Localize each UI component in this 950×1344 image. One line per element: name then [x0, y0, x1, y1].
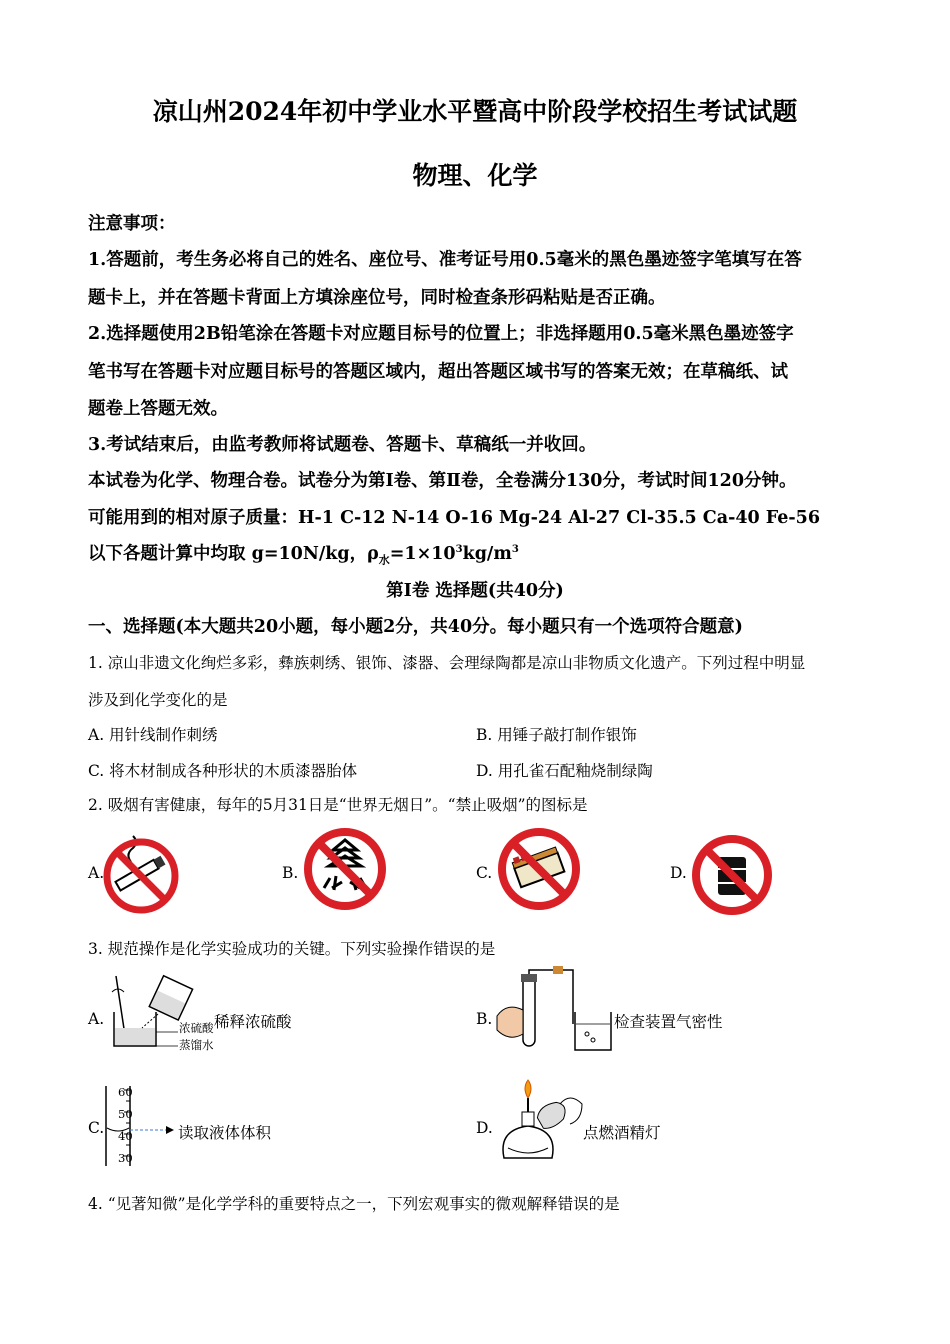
notes-line: 题卡上，并在答题卡背面上方填涂座位号，同时检查条形码粘贴是否正确。 — [88, 288, 666, 308]
q3-option-d-label: D. — [476, 1119, 493, 1137]
q3-option-a-text: 稀释浓硫酸 — [214, 1013, 292, 1031]
q3-option-b-label: B. — [476, 1010, 493, 1028]
q3-stem: 3. 规范操作是化学实验成功的关键。下列实验操作错误的是 — [88, 940, 496, 958]
q3-option-c-text: 读取液体体积 — [178, 1124, 272, 1142]
notes-line: 1.答题前，考生务必将自己的姓名、座位号、准考证号用0.5毫米的黑色墨迹签字笔填写在答 — [88, 250, 802, 270]
notes-line: 3.考试结束后，由监考教师将试题卷、答题卡、草稿纸一并收回。 — [88, 435, 597, 455]
q1-option-c: C. 将木材制成各种形状的木质漆器胎体 — [88, 762, 358, 780]
constants-unit: kg/m — [462, 544, 512, 564]
notes-line: 笔书写在答题卡对应题目标号的答题区域内，超出答题区域书写的答案无效；在草稿纸、试 — [88, 362, 788, 382]
notes-line: 2.选择题使用2B铅笔涂在答题卡对应题目标号的位置上；非选择题用0.5毫米黑色墨迹签字 — [88, 324, 794, 344]
tick-50: 50 — [118, 1107, 133, 1121]
exponent: 3 — [455, 544, 463, 556]
q3-option-c-label: C. — [88, 1119, 105, 1137]
part-title: 第I卷 选择题(共40分) — [386, 581, 564, 601]
q1-option-a: A. 用针线制作刺绣 — [88, 726, 218, 744]
q2-stem: 2. 吸烟有害健康，每年的5月31日是“世界无烟日”。“禁止吸烟”的图标是 — [88, 796, 588, 814]
constants-mid: =1×10 — [389, 544, 456, 564]
q4-stem: 4. “见著知微”是化学学科的重要特点之一，下列宏观事实的微观解释错误的是 — [88, 1195, 620, 1213]
graduated-cylinder-diagram — [104, 1084, 178, 1168]
notes-line: 题卷上答题无效。 — [88, 399, 228, 419]
exam-info-line: 本试卷为化学、物理合卷。试卷分为第I卷、第Ⅱ卷，全卷满分130分，考试时间120分钟。 — [88, 471, 797, 491]
alcohol-lamp-diagram — [494, 1078, 586, 1168]
rho-subscript: 水 — [378, 553, 390, 567]
q1-option-b: B. 用锤子敲打制作银饰 — [476, 726, 637, 744]
atomic-masses: 可能用到的相对原子质量：H-1 C-12 N-14 O-16 Mg-24 Al-27 Cl-35.5 Ca-40 Fe-56 — [88, 508, 820, 528]
conc-acid-label: 浓硫酸 — [179, 1021, 214, 1035]
no-matches-icon — [496, 826, 582, 912]
q1-option-d: D. 用孔雀石配釉烧制绿陶 — [476, 762, 653, 780]
q1-stem-cont: 涉及到化学变化的是 — [88, 691, 228, 709]
no-smoking-icon — [101, 834, 181, 914]
section-title: 一、选择题(本大题共20小题，每小题2分，共40分。每小题只有一个选项符合题意) — [88, 617, 743, 637]
tick-40: 40 — [118, 1129, 133, 1143]
q3-option-d-text: 点燃酒精灯 — [583, 1124, 661, 1142]
q3-option-b-text: 检查装置气密性 — [614, 1013, 723, 1031]
q2-option-c-label: C. — [476, 864, 493, 882]
q2-option-b-label: B. — [282, 864, 299, 882]
q2-option-a-label: A. — [88, 864, 105, 882]
water-label: 蒸馏水 — [179, 1038, 214, 1052]
q1-stem: 1. 凉山非遗文化绚烂多彩，彝族刺绣、银饰、漆器、会理绿陶都是凉山非物质文化遗产。下列过程中明显 — [88, 654, 806, 672]
airtightness-diagram — [493, 966, 615, 1054]
exam-subtitle: 物理、化学 — [412, 161, 538, 190]
no-flammable-barrel-icon — [690, 833, 774, 917]
no-fireworks-icon — [302, 826, 388, 912]
tick-60: 60 — [118, 1085, 133, 1099]
exam-title: 凉山州2024年初中学业水平暨高中阶段学校招生考试试题 — [152, 97, 798, 126]
q2-option-d-label: D. — [670, 864, 687, 882]
constants-prefix: 以下各题计算中均取 g=10N/kg，ρ — [88, 544, 379, 564]
exponent: 3 — [511, 544, 519, 556]
constants-line — [88, 540, 519, 568]
q3-option-a-label: A. — [88, 1010, 105, 1028]
tick-30: 30 — [118, 1151, 133, 1165]
notes-heading: 注意事项： — [88, 214, 176, 234]
